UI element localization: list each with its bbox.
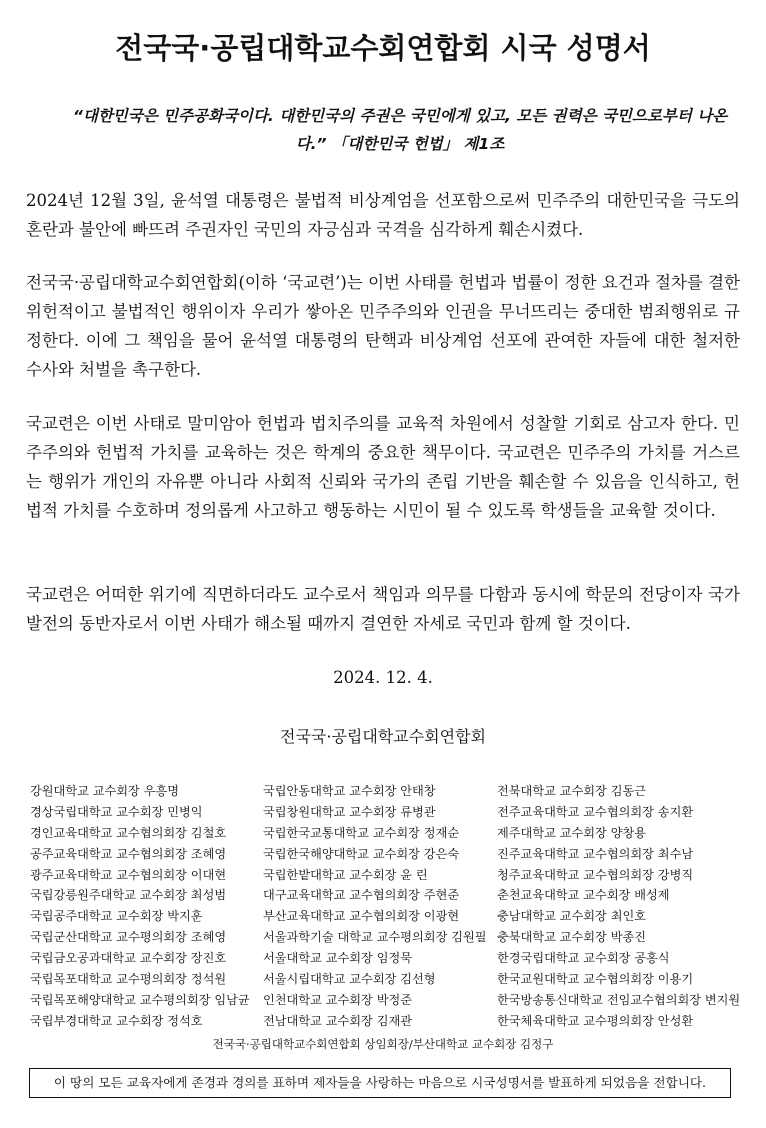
- signatory: 국립공주대학교 교수회장 박지훈: [30, 909, 203, 924]
- signatory: 국립목포해양대학교 교수평의회장 임남균: [30, 992, 250, 1007]
- signatory: 인천대학교 교수회장 박정준: [263, 992, 413, 1007]
- paragraph-2: 전국국·공립대학교수회연합회(이하 ‘국교련’)는 이번 사태를 헌법과 법률이 정한 요건과 절차를 결한 위헌적이고 불법적인 행위이자 우리가 쌓아온 민주주의와 인권을 무너뜨리는 중대한 범죄행위로 규정한다. 이에 그 책임을 물어 윤석열 대통령의 탄핵과 비상계엄 선포에 관여한 자들에 대한 철저한 수사와 처벌을 촉구한다.: [26, 273, 740, 379]
- signatory: 충남대학교 교수회장 최인호: [497, 909, 647, 924]
- signatory: 국립군산대학교 교수평의회장 조혜영: [30, 930, 227, 945]
- signatory: 경인교육대학교 교수협의회장 김철호: [30, 825, 227, 840]
- signatory: 공주교육대학교 교수협의회장 조혜영: [30, 846, 227, 861]
- signatory: 춘천교육대학교 교수회장 배성제: [497, 888, 670, 903]
- signatory-column-1: [30, 781, 250, 1032]
- signatory: 한경국립대학교 교수회장 공홍식: [497, 951, 670, 966]
- signatory: 충북대학교 교수회장 박종진: [497, 930, 647, 945]
- signatory: 강원대학교 교수회장 우흥명: [30, 784, 180, 798]
- paragraph-4: 국교련은 어떠한 위기에 직면하더라도 교수로서 책임과 의무를 다함과 동시에 학문의 전당이자 국가 발전의 동반자로서 이번 사태가 해소될 때까지 결연한 자세로 국민과 함께 할 것이다.: [26, 585, 740, 633]
- signatory: 광주교육대학교 교수협의회장 이대현: [30, 867, 227, 882]
- signatory-column-2: [263, 781, 487, 1032]
- paragraph-3: 국교련은 이번 사태로 말미암아 헌법과 법치주의를 교육적 차원에서 성찰할 기회로 삼고자 한다. 민주주의와 헌법적 가치를 교육하는 것은 학계의 중요한 책무이다. 국교련은 민주주의 가치를 거스르는 행위가 개인의 자유뿐 아니라 사회적 신뢰와 국가의 존립 기반을 훼손할 수 있음을 인식하고, 헌법적 가치를 수호하며 정의롭게 사고하고 행동하는 시민이 될 수 있도록 학생들을 교육할 것이다.: [26, 414, 740, 520]
- signatory: 한국교원대학교 교수협의회장 이용기: [497, 972, 694, 987]
- signatory: 전남대학교 교수회장 김재관: [263, 1013, 413, 1028]
- signatory: 국립금오공과대학교 교수회장 장진호: [30, 951, 227, 966]
- signatory: 서울과학기술 대학교 교수평의회장 김원필: [263, 930, 487, 945]
- closing-banner: 이 땅의 모든 교육자에게 존경과 경의를 표하며 제자들을 사랑하는 마음으로 시국성명서를 발표하게 되었음을 전합니다.: [29, 1068, 731, 1098]
- signatory: 국립안동대학교 교수회장 안태창: [263, 784, 436, 798]
- statement-title: 전국국·공립대학교수회연합회 시국 성명서: [115, 31, 651, 65]
- paragraph-1: 2024년 12월 3일, 윤석열 대통령은 불법적 비상계엄을 선포함으로써 민주주의 대한민국을 극도의 혼란과 불안에 빠뜨려 주권자인 국민의 자긍심과 국격을 심각하게 훼손시켰다.: [26, 191, 740, 239]
- signatory: 부산교육대학교 교수협의회장 이광현: [263, 909, 460, 924]
- signatory: 전북대학교 교수회장 김동근: [497, 784, 647, 798]
- signatory: 한국체육대학교 교수평의회장 안성환: [497, 1013, 694, 1028]
- signatory: 국립목포대학교 교수평의회장 정석원: [30, 972, 227, 987]
- signatory: 경상국립대학교 교수회장 민병익: [30, 804, 203, 819]
- signatory: 대구교육대학교 교수협의회장 주현준: [263, 888, 460, 903]
- issuing-organization: 전국국·공립대학교수회연합회: [279, 727, 486, 746]
- signatory: 전주교육대학교 교수협의회장 송지환: [497, 804, 694, 819]
- signatory: 국립부경대학교 교수회장 정석호: [30, 1013, 203, 1028]
- chair-line: 전국국·공립대학교수회연합회 상임회장/부산대학교 교수회장 김정구: [212, 1037, 554, 1051]
- signatory: 국립한밭대학교 교수회장 윤 린: [263, 867, 428, 882]
- signatory: 국립강릉원주대학교 교수회장 최성범: [30, 888, 227, 903]
- signatory: 국립한국해양대학교 교수회장 강은숙: [263, 846, 460, 861]
- signatory: 제주대학교 교수회장 양창용: [497, 825, 647, 840]
- signatory: 서울대학교 교수회장 임정묵: [263, 951, 413, 966]
- constitution-quote: “대한민국은 민주공화국이다. 대한민국의 주권은 국민에게 있고, 모든 권력은 국민으로부터 나온다.” 「대한민국 헌법」 제1조: [72, 107, 728, 153]
- signatory: 진주교육대학교 교수협의회장 최수남: [497, 846, 694, 861]
- signatory: 서울시립대학교 교수회장 김선형: [263, 972, 436, 987]
- signatory-column-3: [497, 781, 740, 1032]
- signatory: 한국방송통신대학교 전임교수협의회장 변지원: [497, 992, 741, 1007]
- signatory: 청주교육대학교 교수협의회장 강병직: [497, 867, 694, 882]
- signatory: 국립한국교통대학교 교수회장 정재순: [263, 825, 460, 840]
- signatory: 국립창원대학교 교수회장 류병관: [263, 804, 436, 819]
- statement-date: 2024. 12. 4.: [333, 668, 433, 687]
